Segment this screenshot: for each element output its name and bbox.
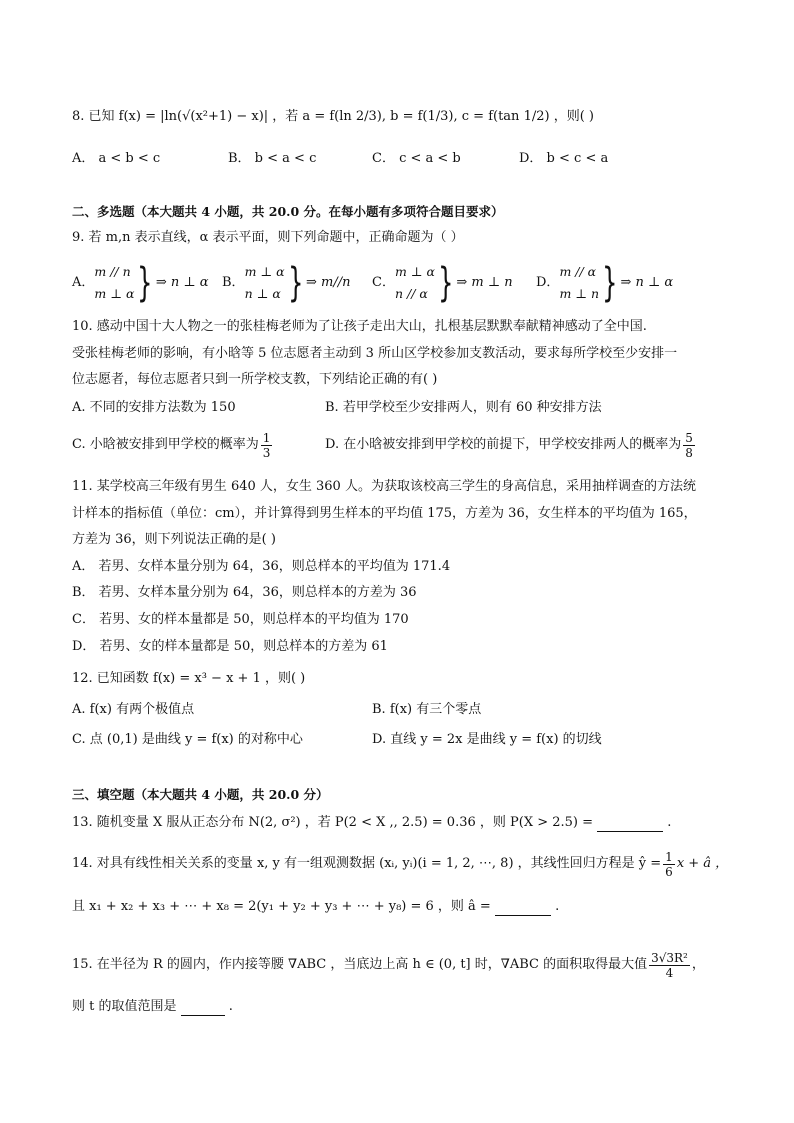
question-11-line-1: 11. 某学校高三年级有男生 640 人，女生 360 人。为获取该校高三学生的身高信息，采用抽样调查的方法统 (72, 479, 696, 494)
condition-bottom: m ⊥ α (94, 286, 135, 301)
question-15-line-1 (72, 947, 705, 983)
question-12-option-d: D. 直线 y = 2x 是曲线 y = f(x) 的切线 (372, 732, 602, 747)
option-label: B． (222, 275, 245, 290)
fraction (649, 951, 690, 980)
fraction (261, 431, 273, 460)
condition-top: m ⊥ α (394, 264, 435, 279)
fraction (683, 431, 695, 460)
condition-stack (559, 261, 599, 305)
question-12-option-b: B. f(x) 有三个零点 (372, 702, 482, 717)
right-brace-icon: } (602, 260, 618, 306)
conclusion: ⇒ n ⊥ α (155, 275, 209, 290)
condition-top: m // n (94, 264, 131, 279)
question-11-option-d: D． 若男、女的样本量都是 50，则总样本的方差为 61 (72, 639, 388, 654)
question-12-stem: 12. 已知函数 f(x) = x³ − x + 1 ，则( ) (72, 671, 306, 686)
question-11-option-a: A． 若男、女样本量分别为 64，36，则总样本的平均值为 171.4 (72, 559, 451, 574)
question-12-option-a: A. f(x) 有两个极值点 (72, 702, 195, 717)
condition-brace (245, 261, 306, 305)
fraction-numerator: 1 (665, 849, 673, 864)
question-8-option-c: C． c < a < b (372, 151, 461, 166)
question-10-option-c (72, 428, 274, 462)
question-14-tail: x + â ， (676, 856, 729, 871)
question-9-option-b (222, 260, 351, 306)
conclusion: ⇒ m//n (306, 275, 351, 290)
right-brace-icon: } (438, 260, 454, 306)
question-9-option-c (372, 260, 513, 306)
question-14-condition: 且 x₁ + x₂ + x₃ + ⋯ + x₈ = 2(y₁ + y₂ + y₃ + ⋯ + y₈) = 6 ，则 â = (72, 899, 491, 914)
question-10-line-1: 10. 感动中国十大人物之一的张桂梅老师为了让孩子走出大山，扎根基层默默奉献精神感动了全中国. (72, 319, 647, 334)
answer-blank (495, 901, 551, 916)
question-10-option-d (325, 428, 697, 462)
question-12-option-c: C. 点 (0,1) 是曲线 y = f(x) 的对称中心 (72, 732, 303, 747)
option-text: C. 小晗被安排到甲学校的概率为 (72, 437, 259, 452)
question-9-option-a (72, 260, 209, 306)
condition-bottom: n ⊥ α (244, 286, 281, 301)
question-11-option-c: C． 若男、女的样本量都是 50，则总样本的平均值为 170 (72, 612, 409, 627)
question-11-line-3: 方差为 36，则下列说法正确的是( ) (72, 532, 276, 547)
option-label: A． (72, 275, 95, 290)
condition-stack (94, 261, 134, 305)
question-10-line-3: 位志愿者，每位志愿者只到一所学校支教，下列结论正确的有( ) (72, 372, 438, 387)
fraction-denominator: 8 (685, 445, 693, 460)
conclusion: ⇒ m ⊥ n (456, 275, 513, 290)
fraction-denominator: 6 (665, 864, 673, 879)
question-14-text: 14. 对具有线性相关关系的变量 x, y 有一组观测数据 (xᵢ, yᵢ)(i = 1, 2, ⋯, 8) ，其线性回归方程是 ŷ = (72, 856, 662, 871)
period-mark: . (228, 999, 233, 1014)
question-8-option-a: A． a < b < c (72, 151, 161, 166)
option-label: C． (372, 275, 395, 290)
condition-bottom: m ⊥ n (559, 286, 600, 301)
question-15-tail: ， (691, 957, 705, 972)
answer-blank (597, 817, 663, 832)
condition-brace (395, 261, 456, 305)
right-brace-icon: } (137, 260, 153, 306)
question-15-text: 15. 在半径为 R 的圆内，作内接等腰 ∇ABC ，当底边上高 h ∈ (0, t] 时，∇ABC 的面积取得最大值 (72, 957, 648, 972)
fraction-numerator: 1 (262, 430, 271, 445)
condition-top: m ⊥ α (244, 264, 285, 279)
condition-brace (94, 261, 155, 305)
question-14-line-1 (72, 846, 728, 882)
option-text: D. 在小晗被安排到甲学校的前提下，甲学校安排两人的概率为 (325, 437, 682, 452)
question-15-line-2 (72, 998, 233, 1016)
question-10-option-a: A. 不同的安排方法数为 150 (72, 400, 236, 415)
question-8-option-b: B． b < a < c (228, 151, 317, 166)
section-3-title: 三、填空题（本大题共 4 小题，共 20.0 分） (72, 787, 329, 802)
question-8-stem: 8. 已知 f(x) = |ln(√(x²+1) − x)| ，若 a = f(ln 2/3), b = f(1/3), c = f(tan 1/2) ，则( ) (72, 109, 594, 124)
question-15-ask: 则 t 的取值范围是 (72, 999, 177, 1014)
period-mark: . (555, 899, 560, 914)
conclusion: ⇒ n ⊥ α (620, 275, 674, 290)
option-label: D． (536, 275, 560, 290)
fraction-denominator: 4 (665, 965, 674, 980)
question-9-option-d (536, 260, 673, 306)
condition-top: m // α (559, 264, 597, 279)
question-8-option-d: D． b < c < a (519, 151, 609, 166)
fraction-numerator: 3√3R² (651, 950, 688, 965)
question-11-line-2: 计样本的指标值（单位：cm），并计算得到男生样本的平均值 175，方差为 36，女生样本的平均值为 165， (72, 506, 697, 521)
condition-brace (559, 261, 620, 305)
question-11-option-b: B． 若男、女样本量分别为 64，36，则总样本的方差为 36 (72, 585, 417, 600)
question-9-stem: 9. 若 m,n 表示直线，α 表示平面，则下列命题中，正确命题为（ ） (72, 230, 464, 245)
period-mark: . (667, 815, 672, 830)
condition-stack (395, 261, 435, 305)
fraction-denominator: 3 (262, 445, 271, 460)
section-2-title: 二、多选题（本大题共 4 小题，共 20.0 分。在每小题有多项符合题目要求） (72, 204, 504, 219)
condition-stack (245, 261, 285, 305)
question-13 (72, 814, 671, 832)
question-10-line-2: 受张桂梅老师的影响，有小晗等 5 位志愿者主动到 3 所山区学校参加支教活动，要求每所学校至少安排一 (72, 346, 678, 361)
fraction (663, 850, 675, 879)
question-10-option-b: B. 若甲学校至少安排两人，则有 60 种安排方法 (325, 400, 602, 415)
question-13-text: 13. 随机变量 X 服从正态分布 N(2, σ²) ，若 P(2 < X ,, 2.5) = 0.36 ，则 P(X > 2.5) = (72, 815, 594, 830)
fraction-numerator: 5 (685, 430, 693, 445)
condition-bottom: n // α (394, 286, 428, 301)
answer-blank (181, 1001, 225, 1016)
question-14-line-2 (72, 898, 559, 916)
right-brace-icon: } (287, 260, 303, 306)
